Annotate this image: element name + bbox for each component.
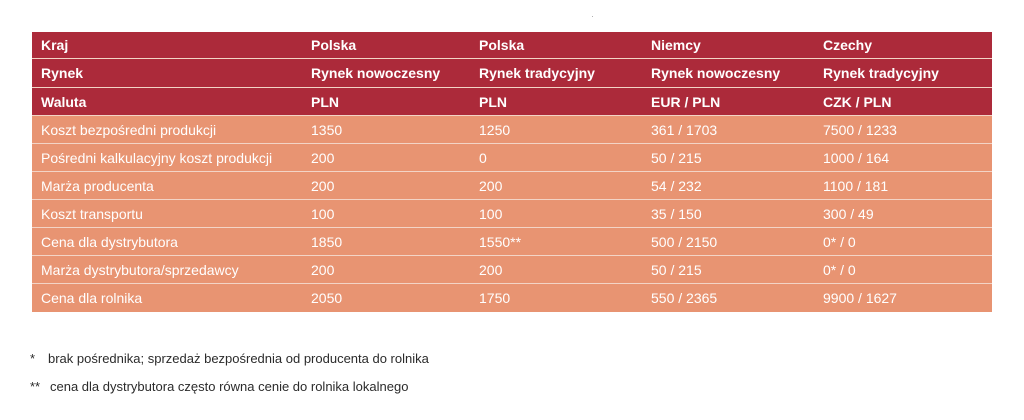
footnote [30, 344, 429, 372]
row-label: Cena dla dystrybutora [41, 233, 178, 250]
header-row-currency [32, 88, 992, 116]
table-cell: 35 / 150 [651, 205, 702, 222]
footnote [30, 372, 429, 400]
header-cell: Polska [479, 37, 525, 53]
footnote-text: brak pośrednika; sprzedaż bezpośrednia od producenta do rolnika [48, 350, 429, 366]
table-row [32, 284, 992, 312]
header-cell: Czechy [823, 37, 873, 53]
footnote-mark: * [30, 350, 36, 366]
table-row [32, 228, 992, 256]
table-cell: 200 [311, 149, 335, 166]
table-row [32, 116, 992, 144]
table-row [32, 256, 992, 284]
table-cell: 50 / 215 [651, 149, 702, 166]
cost-comparison-table [32, 32, 992, 312]
table-cell: 200 [479, 177, 503, 194]
row-label: Koszt bezpośredni produkcji [41, 121, 217, 138]
header-cell: Niemcy [651, 37, 701, 53]
table-cell: 1000 / 164 [823, 149, 890, 166]
footnote-text: cena dla dystrybutora często równa cenie do rolnika lokalnego [50, 378, 409, 394]
table-cell: 0* / 0 [823, 261, 856, 278]
table-cell: 361 / 1703 [651, 121, 718, 138]
header-cell: Rynek tradycyjny [823, 65, 939, 81]
header-row-market [32, 59, 992, 88]
table-row [32, 200, 992, 228]
row-label: Marża dystrybutora/sprzedawcy [41, 261, 239, 278]
table-cell: 100 [311, 205, 335, 222]
table-cell: 0* / 0 [823, 233, 856, 250]
header-label: Kraj [41, 37, 69, 53]
table-cell: 9900 / 1627 [823, 290, 897, 306]
decorative-dot [592, 16, 593, 17]
table-cell: 50 / 215 [651, 261, 702, 278]
table-cell: 100 [479, 205, 503, 222]
header-label: Waluta [41, 93, 87, 110]
table-cell: 200 [311, 261, 335, 278]
table-cell: 7500 / 1233 [823, 121, 897, 138]
header-cell: PLN [479, 93, 507, 110]
row-label: Marża producenta [41, 177, 154, 194]
row-label: Koszt transportu [41, 205, 143, 222]
table-row [32, 172, 992, 200]
header-cell: Rynek nowoczesny [651, 65, 781, 81]
table-cell: 0 [479, 149, 487, 166]
table-cell: 1250 [479, 121, 511, 138]
header-cell: EUR / PLN [651, 93, 721, 110]
header-label: Rynek [41, 65, 84, 81]
header-cell: Rynek tradycyjny [479, 65, 595, 81]
row-label: Pośredni kalkulacyjny koszt produkcji [41, 149, 273, 166]
table-cell: 300 / 49 [823, 205, 874, 222]
table-row [32, 144, 992, 172]
header-cell: PLN [311, 93, 339, 110]
table-cell: 1850 [311, 233, 343, 250]
table-cell: 500 / 2150 [651, 233, 718, 250]
table-cell: 54 / 232 [651, 177, 702, 194]
table-cell: 1550** [479, 233, 522, 250]
table-cell: 1100 / 181 [823, 177, 889, 194]
table-cell: 550 / 2365 [651, 290, 718, 306]
table-cell: 1750 [479, 290, 511, 306]
header-cell: CZK / PLN [823, 93, 892, 110]
footnote-mark: ** [30, 378, 41, 394]
table-cell: 1350 [311, 121, 343, 138]
footnotes [30, 344, 429, 400]
header-cell: Rynek nowoczesny [311, 65, 441, 81]
header-row-country [32, 32, 992, 59]
table-cell: 2050 [311, 290, 343, 306]
row-label: Cena dla rolnika [41, 290, 143, 306]
header-cell: Polska [311, 37, 357, 53]
table-cell: 200 [311, 177, 335, 194]
table-cell: 200 [479, 261, 503, 278]
